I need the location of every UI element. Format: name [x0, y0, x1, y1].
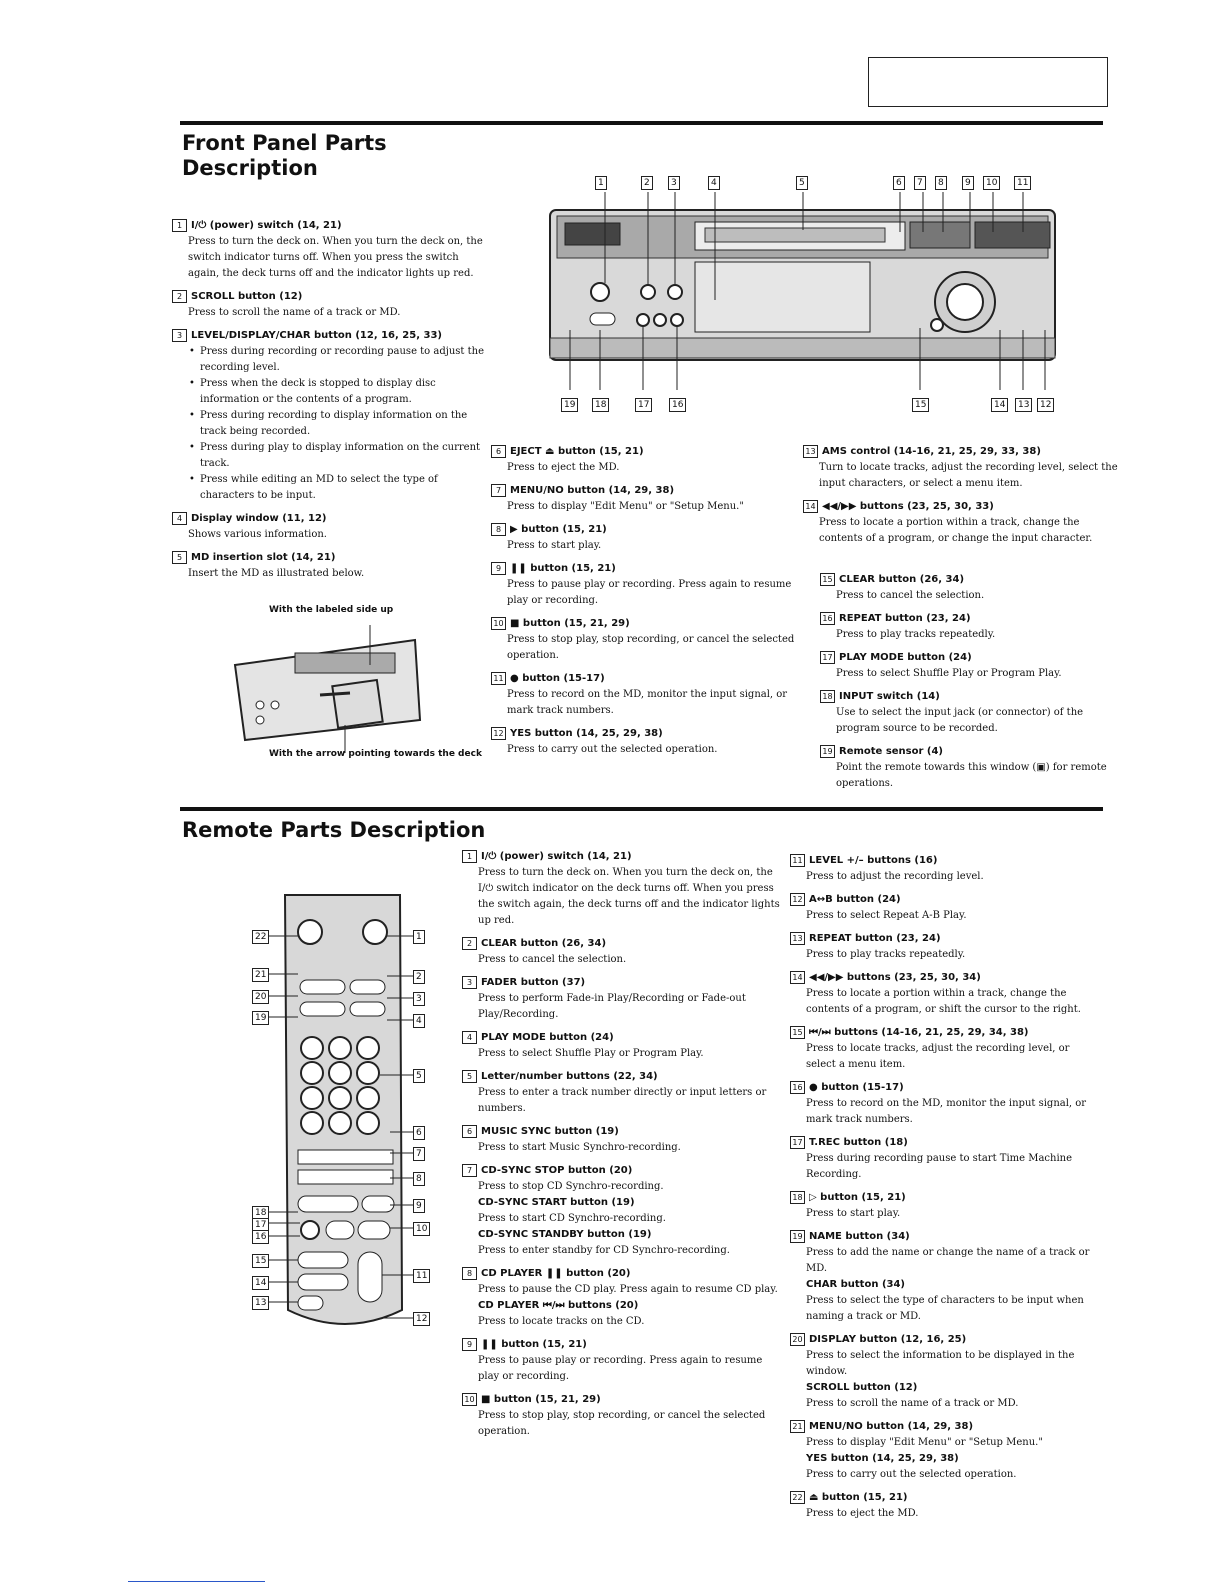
part-heading [172, 289, 490, 305]
part-item [172, 328, 490, 504]
sub-part-description: Press to enter standby for CD Synchro-recording. [478, 1245, 730, 1256]
part-description: Press to record on the MD, monitor the input signal, or mark track numbers. [507, 689, 788, 716]
part-title: ▶ button (15, 21) [510, 524, 607, 535]
part-title: FADER button (37) [481, 977, 586, 988]
part-description: Press to stop CD Synchro-recording. [478, 1181, 664, 1192]
part-description: Press to cancel the selection. [836, 590, 985, 601]
part-number-badge: 10 [462, 1393, 477, 1406]
part-heading [790, 853, 1100, 869]
part-title: I/⏻ (power) switch (14, 21) [191, 220, 342, 231]
callout-7: 7 [914, 176, 926, 190]
part-title: DISPLAY button (12, 16, 25) [809, 1334, 967, 1345]
part-number-badge: 3 [172, 329, 187, 342]
part-number-badge: 5 [462, 1070, 477, 1083]
part-title: LEVEL +/– buttons (16) [809, 855, 938, 866]
remote-callout-19: 19 [252, 1011, 269, 1025]
part-description: Press to select the information to be displayed in the window. [806, 1350, 1075, 1377]
part-heading [462, 1030, 782, 1046]
part-heading [803, 444, 1118, 460]
part-description: Press to pause the CD play. Press again to resume CD play. [478, 1284, 778, 1295]
part-title: ◀◀/▶▶ buttons (23, 25, 30, 34) [809, 972, 981, 983]
part-number-badge: 18 [820, 690, 835, 703]
part-item [790, 1190, 1100, 1222]
part-number-badge: 11 [790, 854, 805, 867]
part-description: Point the remote towards this window (▣) for remote operations. [836, 762, 1107, 789]
sub-part-title: CD-SYNC START button (19) [478, 1197, 635, 1208]
part-number-badge: 13 [803, 445, 818, 458]
part-description: Press to select Shuffle Play or Program Play. [836, 668, 1062, 679]
part-description: Press to locate tracks, adjust the recording level, or select a menu item. [806, 1043, 1070, 1070]
part-item [790, 853, 1100, 885]
part-heading [790, 1490, 1100, 1506]
part-title: I/⏻ (power) switch (14, 21) [481, 851, 632, 862]
part-title: ⏮/⏭ buttons (14-16, 21, 25, 29, 34, 38) [809, 1027, 1029, 1038]
part-description: Press to stop play, stop recording, or cancel the selected operation. [507, 634, 795, 661]
part-heading [491, 561, 806, 577]
part-item [462, 1030, 782, 1062]
md-insert-illustration [225, 605, 495, 765]
part-description: Press to start play. [806, 1208, 901, 1219]
part-heading [491, 671, 806, 687]
callout-6: 6 [893, 176, 905, 190]
callout-19: 19 [561, 398, 578, 412]
part-heading [820, 744, 1110, 760]
part-description: Press to cancel the selection. [478, 954, 627, 965]
part-number-badge: 17 [820, 651, 835, 664]
part-item [820, 650, 1110, 682]
front-panel-illustration [545, 170, 1065, 415]
remote-callout-3: 3 [413, 992, 425, 1006]
part-heading [172, 511, 490, 527]
part-description: Turn to locate tracks, adjust the recording level, select the input characters, or select a menu item. [819, 462, 1118, 489]
part-title: INPUT switch (14) [839, 691, 940, 702]
callout-17: 17 [635, 398, 652, 412]
part-bullet: • Press during recording to display information on the track being recorded. [188, 408, 490, 440]
part-title: LEVEL/DISPLAY/CHAR button (12, 16, 25, 33) [191, 330, 442, 341]
part-heading [491, 444, 806, 460]
part-item [820, 744, 1110, 792]
part-item [462, 1124, 782, 1156]
part-number-badge: 22 [790, 1491, 805, 1504]
callout-8: 8 [935, 176, 947, 190]
part-item [790, 1229, 1100, 1325]
part-title: A↔B button (24) [809, 894, 901, 905]
callout-4: 4 [708, 176, 720, 190]
deck-drawing [545, 170, 1065, 415]
part-title: CLEAR button (26, 34) [839, 574, 965, 585]
part-number-badge: 9 [462, 1338, 477, 1351]
part-heading [462, 936, 782, 952]
part-title: ◀◀/▶▶ buttons (23, 25, 30, 33) [822, 501, 994, 512]
section-rule-front [180, 121, 1103, 125]
part-heading [462, 1392, 782, 1408]
part-description: Press to start Music Synchro-recording. [478, 1142, 681, 1153]
part-item [462, 1392, 782, 1440]
part-title: YES button (14, 25, 29, 38) [510, 728, 663, 739]
part-item [491, 616, 806, 664]
header-box [868, 57, 1108, 107]
part-item [790, 1080, 1100, 1128]
part-title: ● button (15-17) [510, 673, 605, 684]
part-title: ■ button (15, 21, 29) [481, 1394, 601, 1405]
part-number-badge: 14 [790, 971, 805, 984]
remote-callout-20: 20 [252, 990, 269, 1004]
remote-column-1 [462, 849, 782, 1447]
part-number-badge: 16 [790, 1081, 805, 1094]
part-description: Press to add the name or change the name of a track or MD. [806, 1247, 1090, 1274]
part-number-badge: 8 [462, 1267, 477, 1280]
callout-9: 9 [962, 176, 974, 190]
callout-3: 3 [668, 176, 680, 190]
part-heading [462, 1069, 782, 1085]
part-description: Press to select Repeat A-B Play. [806, 910, 967, 921]
part-description: Press to locate a portion within a track, change the contents of a program, or change the input character. [819, 517, 1093, 544]
part-bullet: • Press during recording or recording pause to adjust the recording level. [188, 344, 490, 376]
part-heading [491, 726, 806, 742]
part-number-badge: 1 [462, 850, 477, 863]
part-title: Display window (11, 12) [191, 513, 327, 524]
part-item [820, 689, 1110, 737]
part-heading [462, 1124, 782, 1140]
part-item [491, 444, 806, 476]
part-number-badge: 6 [491, 445, 506, 458]
part-bullet-list [172, 344, 490, 504]
part-number-badge: 1 [172, 219, 187, 232]
part-heading [820, 572, 1110, 588]
part-item [790, 970, 1100, 1018]
part-title: ❚❚ button (15, 21) [510, 563, 616, 574]
remote-callout-4: 4 [413, 1014, 425, 1028]
part-number-badge: 12 [491, 727, 506, 740]
sub-part-description: Press to locate tracks on the CD. [478, 1316, 645, 1327]
part-item [820, 611, 1110, 643]
remote-illustration [250, 890, 435, 1340]
part-heading [491, 616, 806, 632]
part-title: MENU/NO button (14, 29, 38) [510, 485, 675, 496]
part-number-badge: 9 [491, 562, 506, 575]
part-item [491, 522, 806, 554]
part-description: Press to stop play, stop recording, or cancel the selected operation. [478, 1410, 766, 1437]
part-heading [820, 689, 1110, 705]
part-title: AMS control (14-16, 21, 25, 29, 33, 38) [822, 446, 1041, 457]
part-description: Press to adjust the recording level. [806, 871, 984, 882]
remote-callout-13: 13 [252, 1296, 269, 1310]
part-heading [790, 1332, 1100, 1348]
part-item [172, 550, 490, 582]
front-column-3a [803, 444, 1118, 554]
front-column-3b [820, 572, 1110, 799]
part-number-badge: 11 [491, 672, 506, 685]
part-number-badge: 7 [462, 1164, 477, 1177]
part-item [462, 1069, 782, 1117]
remote-title: Remote Parts Description [182, 818, 486, 842]
part-title: ▷ button (15, 21) [809, 1192, 906, 1203]
sub-part-title: CHAR button (34) [806, 1279, 905, 1290]
remote-callout-5: 5 [413, 1069, 425, 1083]
remote-callout-14: 14 [252, 1276, 269, 1290]
remote-callout-21: 21 [252, 968, 269, 982]
part-number-badge: 2 [462, 937, 477, 950]
sub-part-title: CD-SYNC STANDBY button (19) [478, 1229, 652, 1240]
callout-2: 2 [641, 176, 653, 190]
part-item [462, 1163, 782, 1259]
front-title-line2: Description [182, 156, 318, 180]
remote-drawing [250, 890, 435, 1340]
part-bullet: • Press while editing an MD to select the type of characters to be input. [188, 472, 490, 504]
part-number-badge: 3 [462, 976, 477, 989]
part-title: ■ button (15, 21, 29) [510, 618, 630, 629]
part-item [462, 1266, 782, 1330]
part-heading [462, 975, 782, 991]
part-title: MUSIC SYNC button (19) [481, 1126, 619, 1137]
part-item [462, 1337, 782, 1385]
part-item [790, 1135, 1100, 1183]
remote-callout-9: 9 [413, 1199, 425, 1213]
sub-part-description: Press to start CD Synchro-recording. [478, 1213, 666, 1224]
part-title: NAME button (34) [809, 1231, 910, 1242]
part-number-badge: 15 [790, 1026, 805, 1039]
callout-13: 13 [1015, 398, 1032, 412]
part-item [462, 849, 782, 929]
part-heading [790, 970, 1100, 986]
part-number-badge: 19 [790, 1230, 805, 1243]
part-heading [462, 1337, 782, 1353]
sub-part-title: SCROLL button (12) [806, 1382, 918, 1393]
part-heading [172, 328, 490, 344]
part-number-badge: 5 [172, 551, 187, 564]
part-title: Letter/number buttons (22, 34) [481, 1071, 658, 1082]
part-title: MENU/NO button (14, 29, 38) [809, 1421, 974, 1432]
part-number-badge: 2 [172, 290, 187, 303]
remote-callout-16: 16 [252, 1230, 269, 1244]
remote-callout-15: 15 [252, 1254, 269, 1268]
part-title: EJECT ⏏ button (15, 21) [510, 446, 644, 457]
part-description: Press to enter a track number directly or input letters or numbers. [478, 1087, 767, 1114]
part-description: Press to pause play or recording. Press again to resume play or recording. [478, 1355, 763, 1382]
part-item [491, 726, 806, 758]
remote-callout-12: 12 [413, 1312, 430, 1326]
part-description: Press to start play. [507, 540, 602, 551]
part-number-badge: 14 [803, 500, 818, 513]
part-bullet: • Press when the deck is stopped to display disc information or the contents of a program. [188, 376, 490, 408]
part-heading [790, 892, 1100, 908]
part-heading [820, 611, 1110, 627]
part-item [491, 483, 806, 515]
part-description: Press to display "Edit Menu" or "Setup Menu." [507, 501, 744, 512]
part-heading [790, 1419, 1100, 1435]
caption-labeled-side: With the labeled side up [269, 605, 394, 615]
part-heading [491, 522, 806, 538]
md-insert-drawing [225, 605, 495, 765]
part-description: Press to play tracks repeatedly. [836, 629, 996, 640]
part-description: Shows various information. [188, 529, 327, 540]
part-number-badge: 16 [820, 612, 835, 625]
part-title: ⏏ button (15, 21) [809, 1492, 908, 1503]
part-number-badge: 13 [790, 932, 805, 945]
part-number-badge: 21 [790, 1420, 805, 1433]
part-heading [172, 550, 490, 566]
callout-1: 1 [595, 176, 607, 190]
part-item [462, 975, 782, 1023]
part-description: Press to display "Edit Menu" or "Setup Menu." [806, 1437, 1043, 1448]
part-description: Press to play tracks repeatedly. [806, 949, 966, 960]
part-description: Press to locate a portion within a track, change the contents of a program, or shift the cursor to the right. [806, 988, 1081, 1015]
part-title: SCROLL button (12) [191, 291, 303, 302]
part-heading [803, 499, 1118, 515]
part-description: Press to scroll the name of a track or MD. [188, 307, 401, 318]
callout-10: 10 [983, 176, 1000, 190]
remote-column-2 [790, 853, 1100, 1529]
part-heading [462, 849, 782, 865]
part-title: CD PLAYER ❚❚ button (20) [481, 1268, 631, 1279]
part-number-badge: 19 [820, 745, 835, 758]
sub-part-description: Press to scroll the name of a track or MD. [806, 1398, 1019, 1409]
part-number-badge: 12 [790, 893, 805, 906]
part-item [790, 1025, 1100, 1073]
part-description: Insert the MD as illustrated below. [188, 568, 365, 579]
callout-16: 16 [669, 398, 686, 412]
part-item [803, 499, 1118, 547]
part-heading [790, 1190, 1100, 1206]
part-item [790, 931, 1100, 963]
part-item [462, 936, 782, 968]
part-title: ❚❚ button (15, 21) [481, 1339, 587, 1350]
part-title: PLAY MODE button (24) [481, 1032, 614, 1043]
remote-callout-8: 8 [413, 1172, 425, 1186]
part-number-badge: 4 [462, 1031, 477, 1044]
part-title: ● button (15-17) [809, 1082, 904, 1093]
remote-callout-7: 7 [413, 1147, 425, 1161]
part-title: T.REC button (18) [809, 1137, 908, 1148]
part-heading [790, 1229, 1100, 1245]
callout-14: 14 [991, 398, 1008, 412]
part-number-badge: 20 [790, 1333, 805, 1346]
part-item [803, 444, 1118, 492]
part-heading [790, 1080, 1100, 1096]
part-title: REPEAT button (23, 24) [809, 933, 941, 944]
part-description: Use to select the input jack (or connector) of the program source to be recorded. [836, 707, 1084, 734]
part-item [491, 671, 806, 719]
callout-5: 5 [796, 176, 808, 190]
remote-callout-22: 22 [252, 930, 269, 944]
part-title: REPEAT button (23, 24) [839, 613, 971, 624]
callout-18: 18 [592, 398, 609, 412]
part-title: PLAY MODE button (24) [839, 652, 972, 663]
part-item [790, 1490, 1100, 1522]
remote-callout-1: 1 [413, 930, 425, 944]
front-title-line1: Front Panel Parts [182, 131, 387, 155]
part-heading [172, 218, 490, 234]
remote-callout-17: 17 [252, 1218, 269, 1232]
part-title: CD-SYNC STOP button (20) [481, 1165, 633, 1176]
part-description: Press to turn the deck on. When you turn the deck on, the I/⏻ switch indicator on the deck turns off. When you press the switch again, the deck turns off and the indicator lights up red. [478, 867, 780, 926]
part-bullet: • Press during play to display information on the current track. [188, 440, 490, 472]
part-item [172, 218, 490, 282]
part-description: Press to eject the MD. [806, 1508, 919, 1519]
sub-part-description: Press to select the type of characters to be input when naming a track or MD. [806, 1295, 1084, 1322]
part-item [790, 892, 1100, 924]
part-description: Press to turn the deck on. When you turn the deck on, the switch indicator turns off. When you press the switch again, the deck turns off and the indicator lights up red. [188, 236, 483, 279]
part-number-badge: 10 [491, 617, 506, 630]
part-number-badge: 4 [172, 512, 187, 525]
part-description: Press to record on the MD, monitor the input signal, or mark track numbers. [806, 1098, 1087, 1125]
part-heading [462, 1163, 782, 1179]
part-title: MD insertion slot (14, 21) [191, 552, 336, 563]
remote-callout-10: 10 [413, 1222, 430, 1236]
part-item [790, 1419, 1100, 1483]
footer-link-line [128, 1581, 265, 1582]
part-heading [790, 1135, 1100, 1151]
part-item [172, 289, 490, 321]
part-item [820, 572, 1110, 604]
part-number-badge: 17 [790, 1136, 805, 1149]
part-number-badge: 8 [491, 523, 506, 536]
front-column-1 [172, 218, 490, 589]
part-item [790, 1332, 1100, 1412]
part-description: Press to select Shuffle Play or Program Play. [478, 1048, 704, 1059]
callout-15: 15 [912, 398, 929, 412]
part-title: CLEAR button (26, 34) [481, 938, 607, 949]
part-item [172, 511, 490, 543]
part-description: Press to carry out the selected operation. [507, 744, 718, 755]
part-description: Press to perform Fade-in Play/Recording or Fade-out Play/Recording. [478, 993, 746, 1020]
sub-part-title: CD PLAYER ⏮/⏭ buttons (20) [478, 1300, 639, 1311]
part-number-badge: 15 [820, 573, 835, 586]
sub-part-title: YES button (14, 25, 29, 38) [806, 1453, 959, 1464]
remote-callout-2: 2 [413, 970, 425, 984]
callout-11: 11 [1014, 176, 1031, 190]
remote-callout-18: 18 [252, 1206, 269, 1220]
callout-12: 12 [1037, 398, 1054, 412]
part-heading [790, 1025, 1100, 1041]
remote-callout-11: 11 [413, 1269, 430, 1283]
caption-arrow-direction: With the arrow pointing towards the deck [269, 749, 482, 759]
part-heading [820, 650, 1110, 666]
part-description: Press to eject the MD. [507, 462, 620, 473]
sub-part-description: Press to carry out the selected operation. [806, 1469, 1017, 1480]
remote-callout-6: 6 [413, 1126, 425, 1140]
part-item [491, 561, 806, 609]
part-description: Press to pause play or recording. Press again to resume play or recording. [507, 579, 792, 606]
part-heading [790, 931, 1100, 947]
part-number-badge: 6 [462, 1125, 477, 1138]
part-title: Remote sensor (4) [839, 746, 944, 757]
part-description: Press during recording pause to start Time Machine Recording. [806, 1153, 1073, 1180]
part-heading [462, 1266, 782, 1282]
part-number-badge: 18 [790, 1191, 805, 1204]
section-rule-remote [180, 807, 1103, 811]
front-column-2 [491, 444, 806, 765]
part-number-badge: 7 [491, 484, 506, 497]
part-heading [491, 483, 806, 499]
